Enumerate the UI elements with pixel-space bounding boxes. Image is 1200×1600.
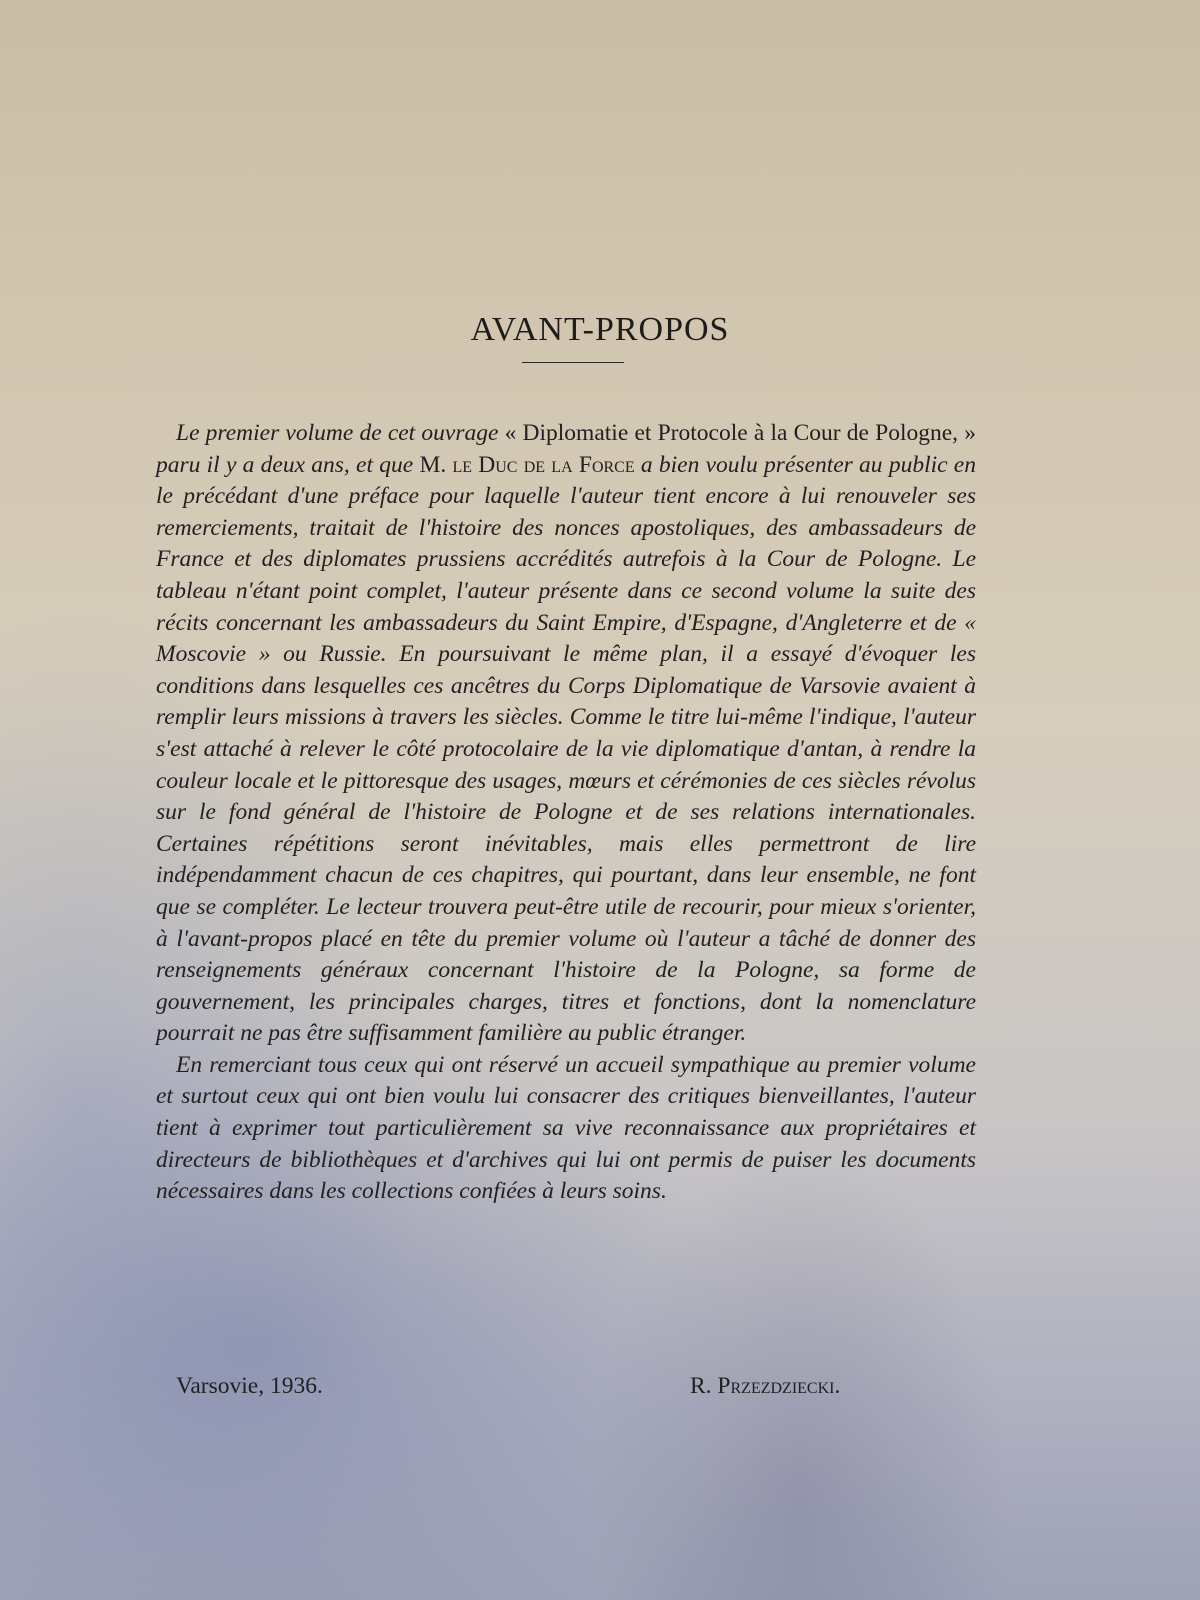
person-name: le Duc de la Force	[452, 451, 635, 478]
author-signature: R. Przezdziecki.	[690, 1373, 841, 1399]
text-segment: paru il y a deux ans, et que	[156, 451, 420, 478]
foreword-body	[156, 418, 976, 1208]
place-date: Varsovie, 1936.	[176, 1373, 323, 1399]
text-segment: a bien voulu présenter au public en le précédant d'une préface pour laquelle l'auteur tient encore à lui renouveler ses remerciements, traitait de l'histoire des nonces apostoliques, des ambassadeurs de France et des diplomates prussiens accrédités autrefois à la Cour de Pologne. Le tableau n'étant point complet, l'auteur présente dans ce second volume la suite des récits concernant les ambassadeurs du Saint Empire, d'Espagne, d'Angleterre et de « Moscovie » ou Russie. En poursuivant le même plan, il a essayé d'évoquer les conditions dans lesquelles ces ancêtres du Corps Diplomatique de Varsovie avaient à remplir leurs missions à travers les siècles. Comme le titre lui-même l'indique, l'auteur s'est attaché à relever le côté protocolaire de la vie diplomatique d'antan, à rendre la couleur locale et le pittoresque des usages, mœurs et cérémonies de ces siècles révolus sur le fond général de l'histoire de Pologne et de ses relations internationales. Certaines répétitions seront inévitables, mais elles permettront de lire indépendamment chacun de ces chapitres, qui pourtant, dans leur ensemble, ne font que se compléter. Le lecteur trouvera peut-être utile de recourir, pour mieux s'orienter, à l'avant-propos placé en tête du premier volume où l'auteur a tâché de donner des renseignements généraux concernant l'histoire de la Pologne, sa forme de gouvernement, les principales charges, titres et fonctions, dont la nomenclature pourrait ne pas être suffisamment familière au public étranger.	[156, 451, 976, 1047]
page-title: AVANT-PROPOS	[470, 310, 730, 348]
paragraph	[156, 1050, 976, 1208]
book-title-reference: « Diplomatie et Protocole à la Cour de Pologne, »	[504, 420, 976, 446]
paragraph	[156, 418, 976, 1050]
text-segment: M.	[419, 451, 453, 478]
text-segment: Le premier volume de cet ouvrage	[176, 420, 505, 446]
title-divider	[522, 362, 624, 363]
text-segment: En remerciant tous ceux qui ont réservé un accueil sympathique au premier volume et surtout ceux qui ont bien voulu lui consacrer des critiques bienveillantes, l'auteur tient à exprimer tout particulièrement sa vive reconnaissance aux propriétaires et directeurs de bibliothèques et d'archives qui lui ont permis de puiser les documents nécessaires dans les collections confiées à leurs soins.	[156, 1051, 976, 1205]
